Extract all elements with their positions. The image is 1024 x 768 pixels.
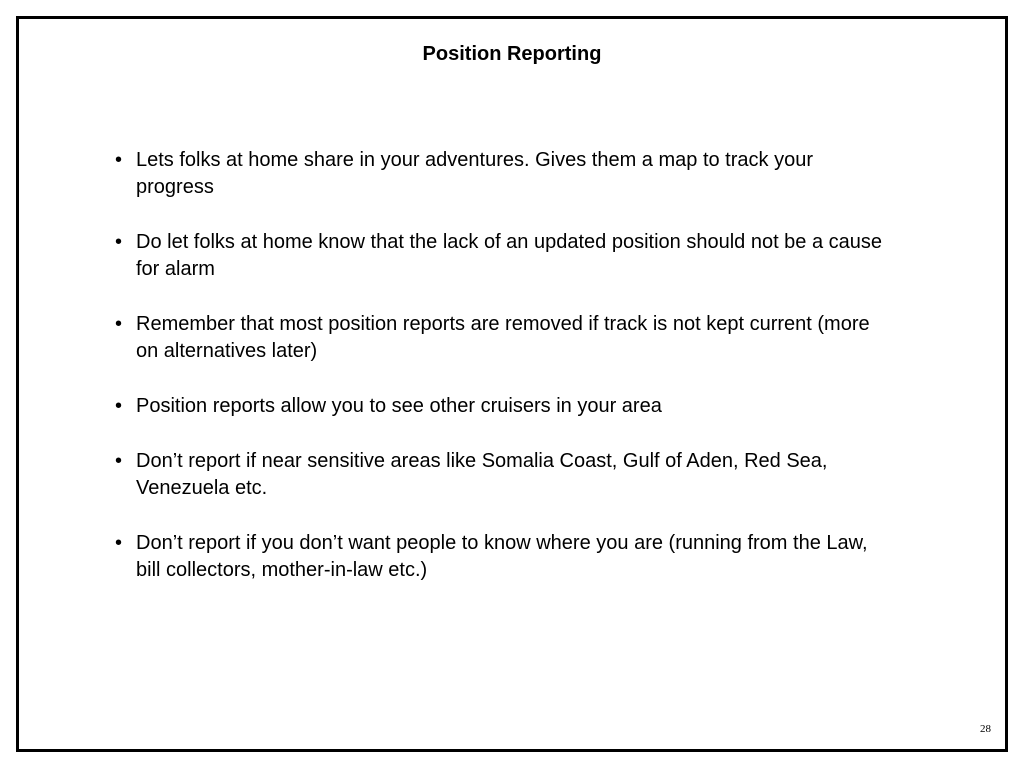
bullet-text: Don’t report if you don’t want people to know where you are (running from the Law, bill collectors, mother-in-law etc.) [136,532,868,581]
bullet-text: Do let folks at home know that the lack of an updated position should not be a cause for alarm [136,231,883,280]
bullet-dot-icon: • [115,231,123,253]
bullet-item [115,229,895,283]
bullet-text: Don’t report if near sensitive areas like Somalia Coast, Gulf of Aden, Red Sea, Venezuela etc. [136,450,828,499]
bullet-text: Lets folks at home share in your adventures. Gives them a map to track your progress [136,149,813,198]
bullet-item [115,530,895,584]
slide-title: Position Reporting [422,43,602,65]
bullet-list [115,147,895,612]
bullet-item [115,448,895,502]
page-number: 28 [980,723,991,735]
bullet-dot-icon: • [115,395,123,417]
bullet-item [115,311,895,365]
bullet-text: Remember that most position reports are removed if track is not kept current (more on alternatives later) [136,313,870,362]
bullet-dot-icon: • [115,313,123,335]
bullet-text: Position reports allow you to see other cruisers in your area [136,395,662,417]
bullet-dot-icon: • [115,532,123,554]
bullet-item [115,147,895,201]
bullet-dot-icon: • [115,149,123,171]
bullet-item [115,393,895,420]
slide [16,16,1008,752]
bullet-dot-icon: • [115,450,123,472]
